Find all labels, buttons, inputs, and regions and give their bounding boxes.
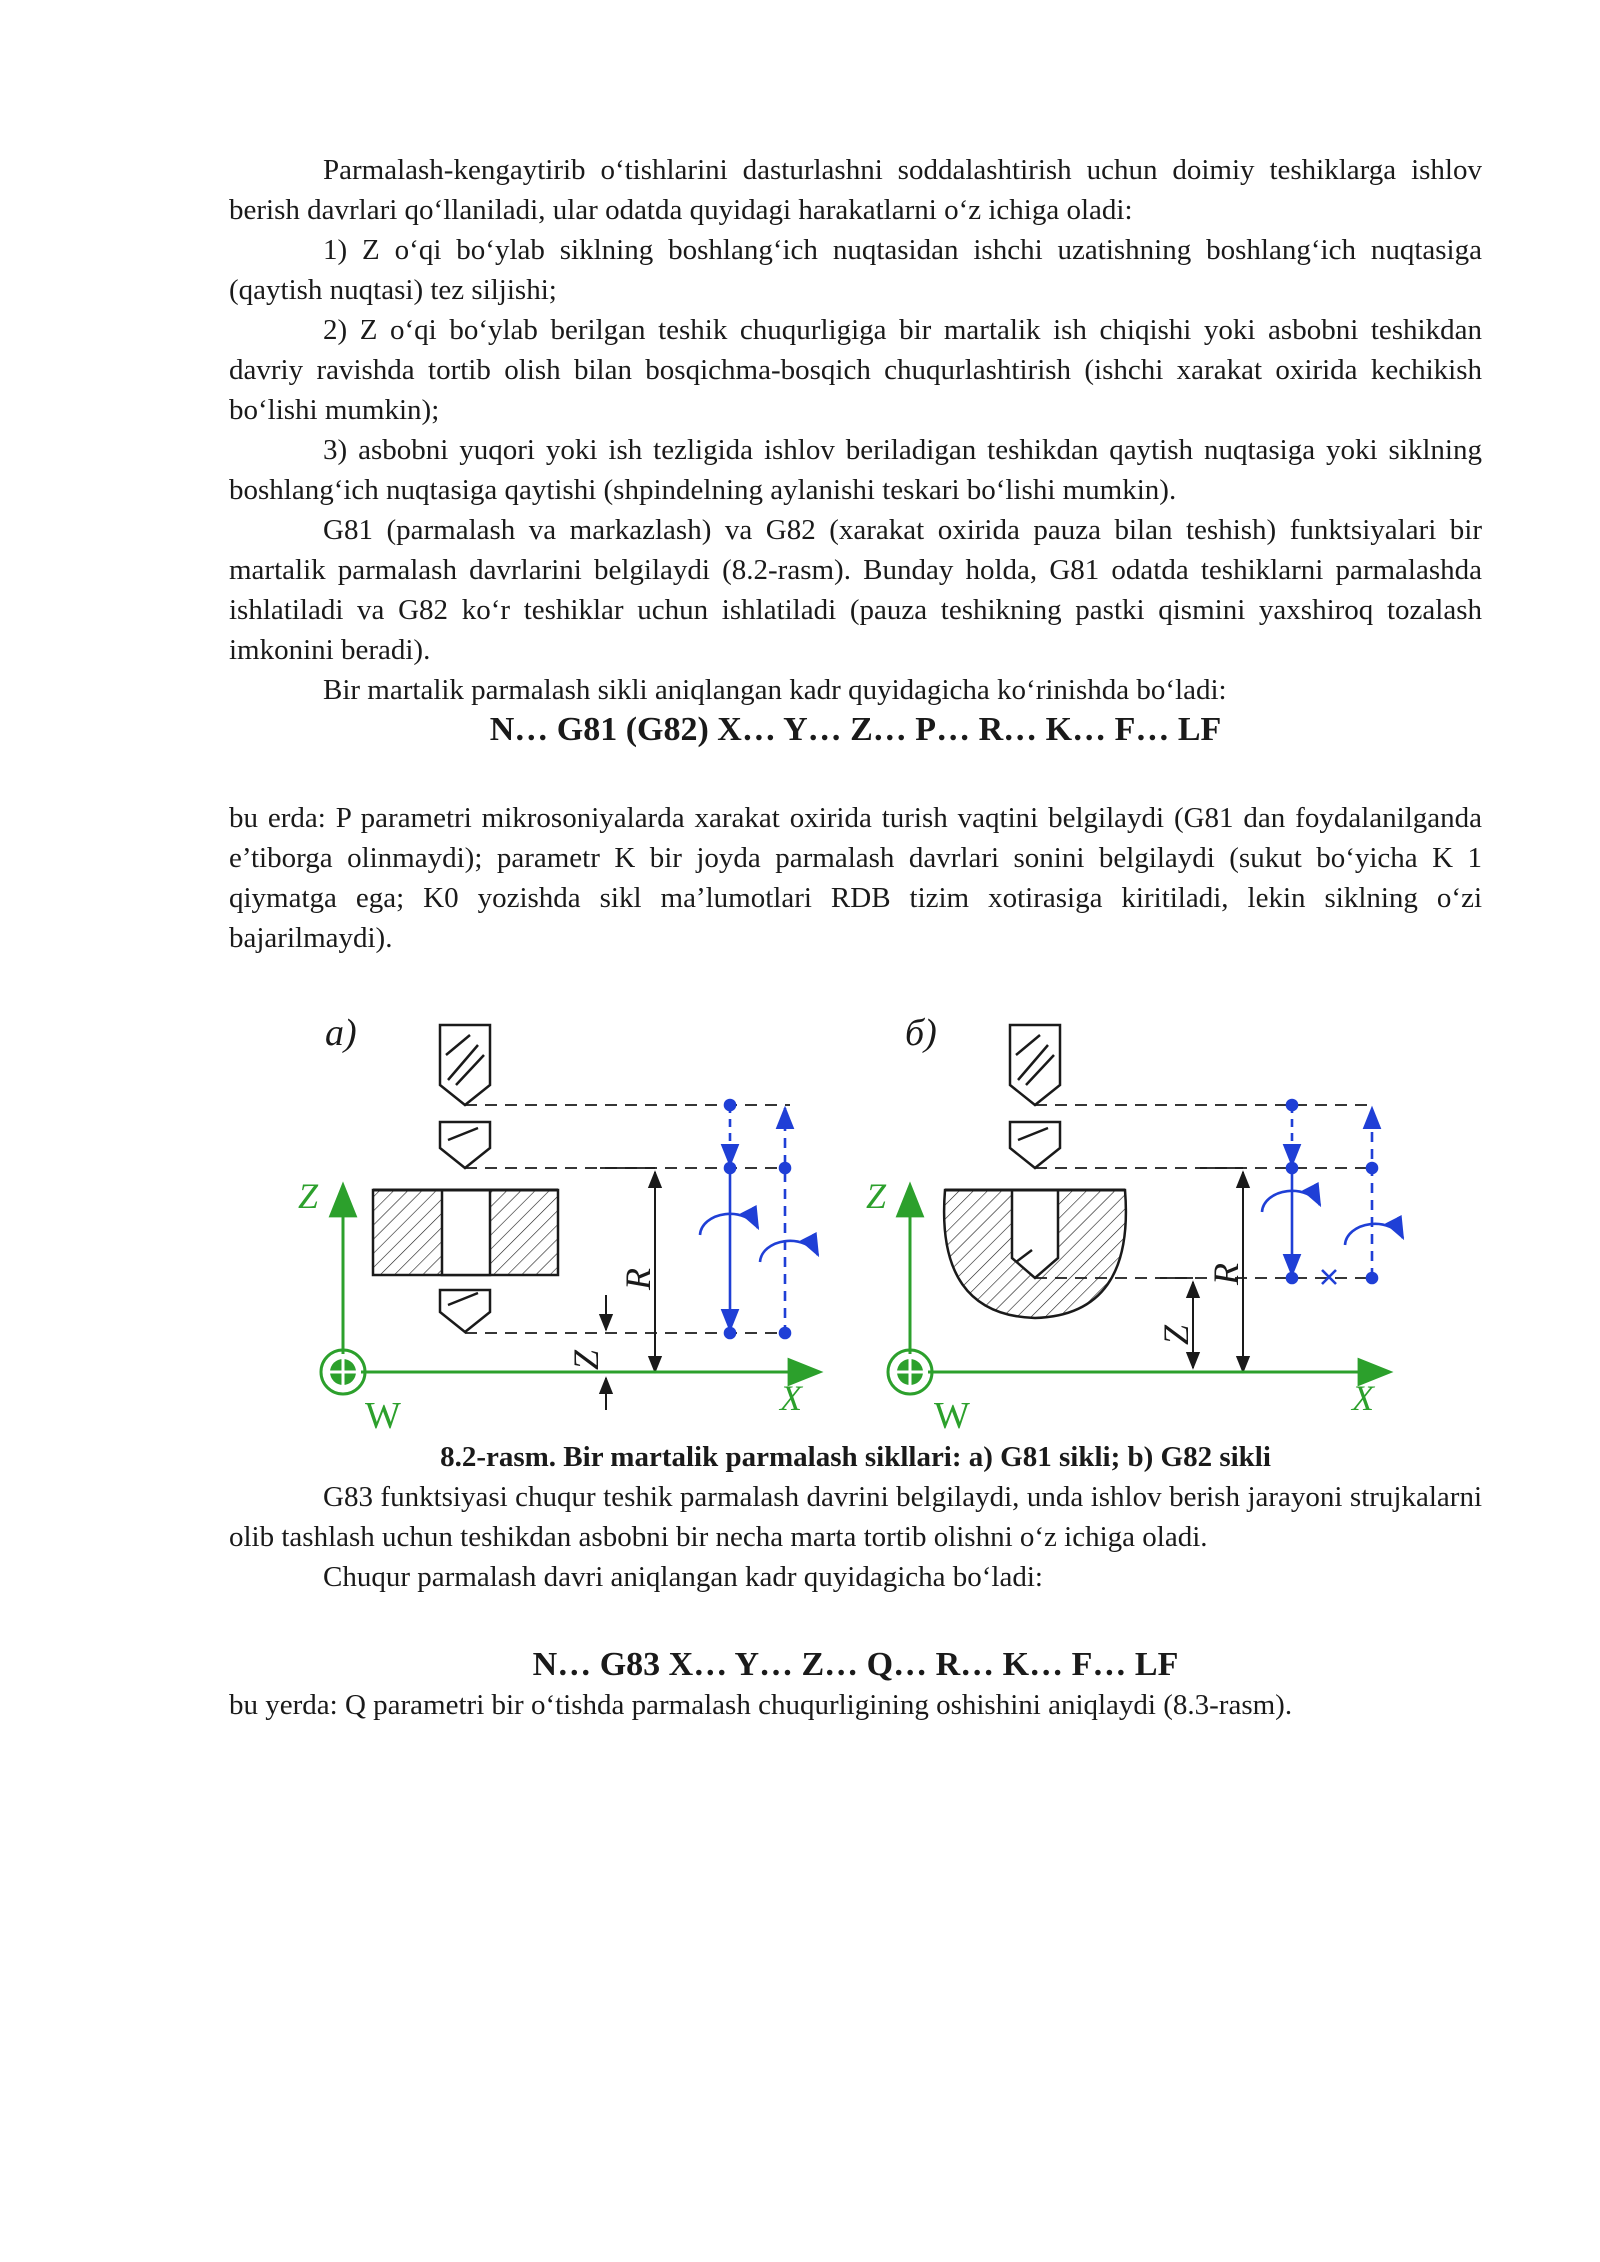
dimensions-b <box>1156 1168 1246 1372</box>
motion-arrows-a <box>700 1100 818 1338</box>
paragraph: G83 funktsiyasi chuqur teshik parmalash davrini belgilaydi, unda ishlov berish jarayoni strujkalarni olib tashlash uchun teshikdan asbobni bir necha marta tortib olishni o‘z ichiga oladi. <box>229 1481 1482 1553</box>
axis-x-label: X <box>1352 1378 1374 1418</box>
drill-icon <box>440 1025 490 1332</box>
formula-g83: N… G83 X… Y… Z… Q… R… K… F… LF <box>532 1646 1179 1683</box>
dim-z-label: Z <box>1156 1324 1196 1345</box>
axis-z-label: Z <box>298 1176 319 1216</box>
dimensions-a <box>566 1168 658 1410</box>
panel-b <box>866 1012 1403 1437</box>
formula-g81: N… G81 (G82) X… Y… Z… P… R… K… F… LF <box>489 711 1222 748</box>
panel-a <box>298 1012 820 1437</box>
origin-w-label: W <box>365 1395 401 1437</box>
list-item-1: 1) Z o‘qi bo‘ylab siklning boshlang‘ich nuqtasidan ishchi uzatishning boshlang‘ich nuqtasiga (qaytish nuqtasi) tez siljishi; <box>229 234 1482 306</box>
workpiece-a <box>373 1190 558 1275</box>
caption-block <box>229 1437 1482 1597</box>
figure-8-2 <box>290 995 1430 1440</box>
axis-x-label: X <box>780 1378 802 1418</box>
paragraph: Parmalash-kengaytirib o‘tishlarini dasturlashni soddalashtirish uchun doimiy teshiklarga ishlov berish davrlari qo‘llaniladi, ular odatda quyidagi harakatlarni o‘z ichiga oladi: <box>229 154 1482 226</box>
motion-arrows-b <box>1262 1100 1403 1284</box>
panel-a-label: а) <box>325 1012 357 1054</box>
paragraph: G81 (parmalash va markazlash) va G82 (xarakat oxirida pauza bilan teshish) funktsiyalari bir martalik parmalash davrlarini belgilaydi (8.2-rasm). Bunday holda, G81 odatda teshiklarni parmalashda ishlatiladi va G82 ko‘r teshiklar uchun ishlatiladi (pauza teshikning pastki qismini yaxshiroq tozalash imkonini beradi). <box>229 514 1482 666</box>
paragraph: Chuqur parmalash davri aniqlangan kadr quyidagicha bo‘ladi: <box>323 1561 1043 1593</box>
list-item-3: 3) asbobni yuqori yoki ish tezligida ishlov beriladigan teshikdan qaytish nuqtasiga yoki siklning boshlang‘ich nuqtasiga qaytishi (shpindelning aylanishi teskari bo‘lishi mumkin). <box>229 434 1482 506</box>
list-item-2: 2) Z o‘qi bo‘ylab berilgan teshik chuqurligiga bir martalik ish chiqishi yoki asbobni teshikdan davriy ravishda tortib olish bilan bosqichma-bosqich chuqurlashtirish (ishchi xarakat oxirida kechikish bo‘lishi mumkin); <box>229 314 1482 426</box>
intro-text-block <box>229 150 1482 710</box>
origin-w-label: W <box>934 1395 970 1437</box>
paragraph: Bir martalik parmalash sikli aniqlangan kadr quyidagicha ko‘rinishda bo‘ladi: <box>323 674 1227 706</box>
dim-r-label: R <box>1206 1263 1246 1285</box>
dim-r-label: R <box>618 1268 658 1290</box>
panel-b-label: б) <box>905 1012 937 1054</box>
explanation-block <box>229 798 1482 958</box>
dim-z-label: Z <box>566 1349 606 1370</box>
paragraph: bu yerda: Q parametri bir o‘tishda parmalash chuqurligining oshishini aniqlaydi (8.3-rasm). <box>229 1689 1293 1721</box>
workpiece-b <box>944 1190 1126 1318</box>
figure-caption: 8.2-rasm. Bir martalik parmalash sikllari: a) G81 sikli; b) G82 sikli <box>440 1441 1271 1473</box>
paragraph: bu erda: P parametri mikrosoniyalarda xarakat oxirida turish vaqtini belgilaydi (G81 dan foydalanilganda e’tiborga olinmaydi); parametr K bir joyda parmalash davrlari sonini belgilaydi (sukut bo‘yicha K 1 qiymatga ega; K0 yozishda sikl ma’lumotlari RDB tizim xotirasiga kiritiladi, lekin siklning o‘zi bajarilmaydi). <box>229 802 1482 954</box>
closing-block <box>229 1685 1482 1725</box>
axis-z-label: Z <box>866 1176 887 1216</box>
